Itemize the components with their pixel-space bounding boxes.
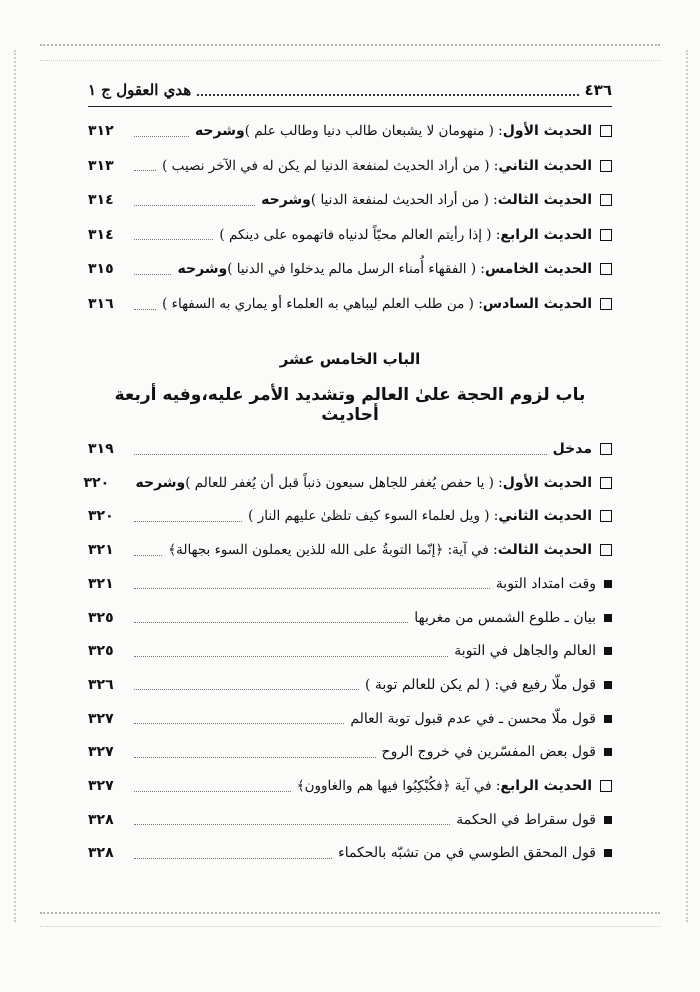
entry-page-number: ٣١٣: [88, 157, 114, 174]
leader-dots: [134, 612, 408, 623]
entry-page-number: ٣٢٨: [88, 811, 114, 828]
entry-text: قول سقراط في الحكمة: [456, 811, 596, 828]
entry-page-number: ٣١٢: [88, 123, 114, 139]
entry-page-number: ٣١٥: [88, 261, 114, 278]
toc-entry[interactable]: [88, 187, 612, 213]
page-edge-top: [40, 44, 660, 61]
entry-tail: وشرحه: [261, 192, 311, 209]
checkbox-bullet-icon: [600, 263, 612, 275]
entry-label: الحديث الثاني: [498, 157, 592, 174]
header-leader-dots: [197, 84, 578, 96]
toc-entry[interactable]: [88, 773, 612, 799]
entry-page-number: ٣٢٧: [88, 744, 114, 761]
checkbox-bullet-icon: [600, 125, 612, 137]
toc-entry[interactable]: [88, 153, 612, 179]
toc-entry[interactable]: [88, 291, 612, 317]
entry-page-number: ٣٢٧: [88, 778, 114, 794]
entry-text: وقت امتداد التوبة: [495, 575, 596, 592]
leader-dots: [134, 299, 156, 310]
entry-page-number: ٣١٤: [88, 226, 114, 243]
entry-label: مدخل: [552, 441, 592, 457]
entry-tail: وشرحه: [194, 123, 245, 139]
filled-square-bullet-icon: [604, 580, 612, 588]
leader-dots: [134, 545, 162, 556]
toc-entry[interactable]: [88, 638, 612, 664]
toc-entry[interactable]: [88, 118, 612, 144]
entry-label: الحديث الأول: [502, 123, 592, 139]
filled-square-bullet-icon: [604, 647, 612, 655]
entry-text: : ( منهومان لا يشبعان طالب دنيا وطالب علم ): [244, 123, 503, 139]
entry-text: : ( من أراد الحديث لمنفعة الدنيا ): [310, 192, 498, 209]
entry-text: العالم والجاهل في التوبة: [454, 643, 596, 660]
entry-page-number: ٣٢٥: [88, 643, 114, 660]
page-edge-left: [14, 50, 22, 922]
leader-dots: [134, 747, 376, 758]
entry-page-number: ٣١٩: [88, 441, 114, 457]
toc-entry[interactable]: [83, 470, 612, 496]
entry-text: : في آية ﴿فكُبْكِبُوا فيها هم والغاوون﴾: [296, 778, 501, 794]
entry-tail: وشرحه: [135, 474, 186, 491]
checkbox-bullet-icon: [600, 443, 612, 455]
entry-label: الحديث الأول: [502, 474, 592, 491]
entry-label: الحديث الثاني: [498, 508, 592, 525]
entry-text: : ( الفقهاء أُمناء الرسل مالم يدخلوا في الدنيا ): [227, 261, 485, 278]
entry-tail: وشرحه: [177, 261, 228, 278]
entry-label: الحديث الثالث: [497, 542, 592, 559]
filled-square-bullet-icon: [604, 681, 612, 689]
leader-dots: [134, 679, 359, 690]
page-edge-right: [680, 50, 688, 922]
leader-dots: [134, 848, 332, 859]
entry-page-number: ٣٢٦: [88, 676, 114, 693]
leader-dots: [134, 126, 189, 137]
entry-label: الحديث الخامس: [484, 261, 592, 278]
checkbox-bullet-icon: [600, 229, 612, 241]
filled-square-bullet-icon: [604, 748, 612, 756]
entry-text: : ( من طلب العلم ليباهي به العلماء أو يماري به السفهاء ): [162, 296, 483, 312]
filled-square-bullet-icon: [604, 849, 612, 857]
leader-dots: [134, 578, 490, 589]
entry-text: : في آية: ﴿إنّما التوبةُ على الله للذين يعملون السوء بجهالة﴾: [168, 542, 498, 559]
leader-dots: [134, 195, 255, 206]
chapter-heading: الباب الخامس عشر: [279, 350, 421, 368]
leader-dots: [134, 814, 450, 825]
leader-dots: [134, 444, 547, 455]
checkbox-bullet-icon: [600, 510, 612, 522]
entry-page-number: ٣٢١: [88, 542, 114, 559]
toc-entry[interactable]: [88, 706, 612, 732]
entry-label: الحديث الرابع: [500, 226, 592, 243]
toc-entry[interactable]: [88, 436, 612, 462]
page-edge-bottom: [40, 912, 660, 927]
checkbox-bullet-icon: [600, 298, 612, 310]
entry-text: قول المحقق الطوسي في من تشبّه بالحكماء: [338, 845, 596, 862]
entry-page-number: ٣٢٠: [83, 474, 110, 491]
entry-page-number: ٣٢٧: [88, 710, 114, 727]
entry-text: قول بعض المفسّرين في خروج الروح: [381, 744, 596, 761]
leader-dots: [134, 781, 291, 792]
toc-entry[interactable]: [88, 571, 612, 597]
filled-square-bullet-icon: [604, 715, 612, 723]
leader-dots: [134, 511, 242, 522]
checkbox-bullet-icon: [600, 194, 612, 206]
toc-entry[interactable]: [88, 807, 612, 833]
entry-text: قول ملّا محسن ـ في عدم قبول توبة العالم: [350, 710, 596, 727]
toc-entry[interactable]: [88, 537, 612, 563]
toc-entry[interactable]: [88, 672, 612, 698]
leader-dots: [134, 160, 156, 171]
entry-page-number: ٣٢٠: [88, 508, 114, 525]
toc-entry[interactable]: [88, 739, 612, 765]
filled-square-bullet-icon: [604, 614, 612, 622]
running-header: [88, 78, 612, 102]
toc-entry[interactable]: [88, 222, 612, 248]
leader-dots: [134, 264, 171, 275]
entry-text: : ( يا حفص يُغفر للجاهل سبعون ذنباً قبل أن يُغفر للعالم ): [185, 474, 503, 491]
entry-label: الحديث الرابع: [500, 778, 592, 794]
leader-dots: [134, 646, 448, 657]
header-page-number: ٤٣٦: [584, 81, 612, 99]
filled-square-bullet-icon: [604, 816, 612, 824]
entry-text: : ( ويل لعلماء السوء كيف تلظىٰ عليهم النار ): [248, 508, 499, 525]
entry-text: : ( إذا رأيتم العالم محبّاً لدنياه فاتهموه على دينكم ): [219, 226, 501, 243]
entry-page-number: ٣٢٨: [88, 845, 114, 862]
header-book-title: هدي العقول ج ١: [88, 81, 192, 99]
header-rule: [88, 106, 612, 107]
entry-page-number: ٣٢١: [88, 575, 114, 592]
entry-text: قول ملّا رفيع في: ( لم يكن للعالم توبة ): [364, 676, 596, 693]
chapter-title: باب لزوم الحجة علىٰ العالم وتشديد الأمر عليه،وفيه أربعة أحاديث: [114, 385, 586, 425]
entry-page-number: ٣١٤: [88, 192, 114, 209]
toc-entry[interactable]: [88, 605, 612, 631]
leader-dots: [134, 713, 344, 724]
checkbox-bullet-icon: [600, 780, 612, 792]
checkbox-bullet-icon: [600, 160, 612, 172]
entry-page-number: ٣٢٥: [88, 609, 114, 626]
entry-text: : ( من أراد الحديث لمنفعة الدنيا لم يكن له في الآخر نصيب ): [162, 157, 499, 174]
checkbox-bullet-icon: [600, 477, 612, 489]
entry-label: الحديث الثالث: [497, 192, 592, 209]
entry-label: الحديث السادس: [482, 296, 592, 312]
entry-text: بيان ـ طلوع الشمس من مغربها: [414, 609, 596, 626]
entry-page-number: ٣١٦: [88, 296, 114, 312]
leader-dots: [134, 229, 213, 240]
checkbox-bullet-icon: [600, 544, 612, 556]
toc-entry[interactable]: [88, 840, 612, 866]
toc-entry[interactable]: [88, 256, 612, 282]
toc-entry[interactable]: [88, 503, 612, 529]
